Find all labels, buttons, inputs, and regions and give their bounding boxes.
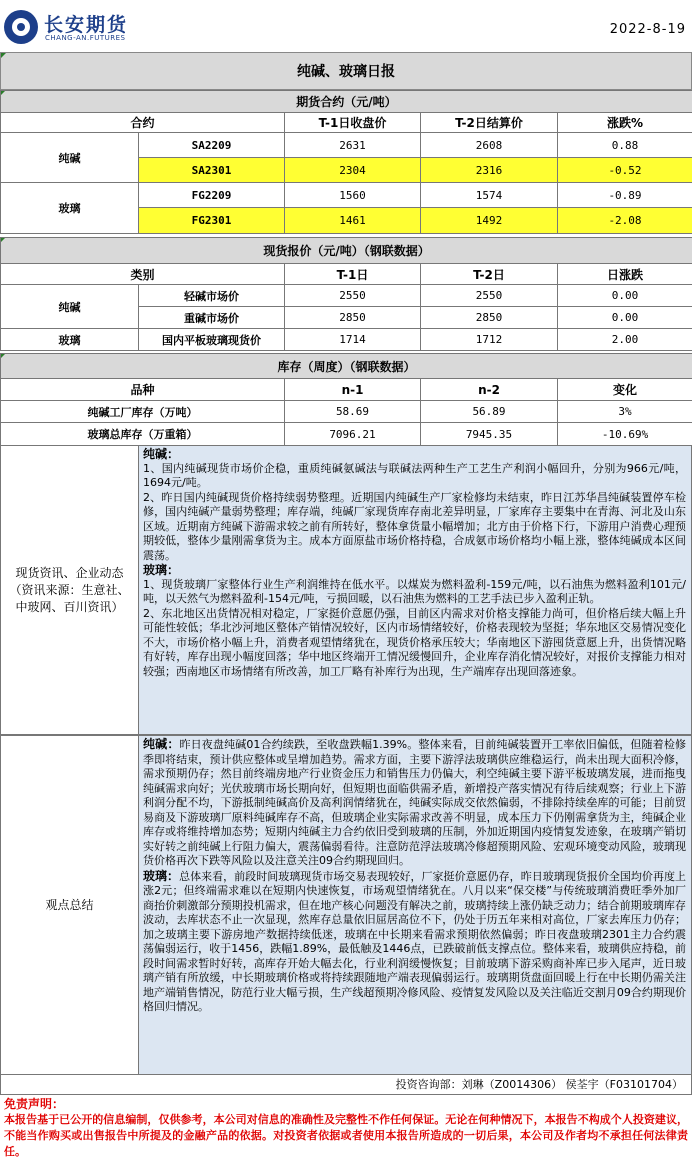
futures-section-title: 期货合约（元/吨） bbox=[1, 91, 692, 113]
t2-price: 2850 bbox=[421, 307, 558, 329]
spot-section-title: 现货报价（元/吨）（钢联数据） bbox=[1, 238, 692, 264]
spot-table bbox=[0, 237, 692, 351]
analyst-credit: 投资咨询部：刘琳（Z0014306） 侯荃宇（F03101704） bbox=[0, 1075, 692, 1095]
close-price: 2304 bbox=[285, 158, 421, 183]
views-content bbox=[139, 736, 691, 1074]
inventory-item: 玻璃总库存（万重箱） bbox=[1, 423, 285, 446]
contract-code: SA2301 bbox=[139, 158, 285, 183]
table-row bbox=[1, 329, 692, 351]
col-header-close: T-1日收盘价 bbox=[285, 113, 421, 133]
col-header-settle: T-2日结算价 bbox=[421, 113, 558, 133]
inventory-n1: 58.69 bbox=[285, 401, 421, 423]
close-price: 1461 bbox=[285, 208, 421, 234]
t1-price: 2550 bbox=[285, 285, 421, 307]
group-label-soda: 纯碱 bbox=[1, 285, 139, 329]
news-soda-item: 2、昨日国内纯碱现货价格持续弱势整理。近期国内纯碱生产厂家检修均未结束，昨日江苏华昌纯碱装置停车检修，国内纯碱产量弱势整理；库存端，纯碱厂家现货库存南北差异明显，厂家库存主要集中在青海、河北及山东区域。近期南方纯碱下游需求较之前有所转好，整体拿货量小幅增加；北方由于价格下行，下游用户消费心理预期较低，整体少量刚需拿货为主。成本方面原盐市场价格持稳，合成氨市场价格均小幅上涨，整体纯碱成本区间震荡。 bbox=[143, 490, 686, 562]
disclaimer-title: 免责声明： bbox=[4, 1097, 65, 1111]
logo-english-name: CHANG-AN.FUTURES bbox=[45, 34, 126, 42]
table-row bbox=[1, 423, 692, 446]
report-title-text: 纯碱、玻璃日报 bbox=[297, 64, 395, 80]
change-pct: 0.88 bbox=[558, 133, 692, 158]
inventory-change: 3% bbox=[558, 401, 692, 423]
close-price: 1560 bbox=[285, 183, 421, 208]
col-header-n2: n-2 bbox=[421, 379, 558, 401]
contract-code: SA2209 bbox=[139, 133, 285, 158]
views-block bbox=[0, 735, 692, 1075]
spot-item: 轻碱市场价 bbox=[139, 285, 285, 307]
company-logo bbox=[4, 8, 134, 46]
daily-change: 0.00 bbox=[558, 285, 692, 307]
col-header-variety: 品种 bbox=[1, 379, 285, 401]
table-row bbox=[1, 183, 692, 208]
table-row bbox=[1, 133, 692, 158]
settle-price: 2316 bbox=[421, 158, 558, 183]
close-price: 2631 bbox=[285, 133, 421, 158]
col-header-daily-change: 日涨跌 bbox=[558, 264, 692, 285]
change-pct: -0.89 bbox=[558, 183, 692, 208]
t2-price: 1712 bbox=[421, 329, 558, 351]
contract-code: FG2209 bbox=[139, 183, 285, 208]
change-pct: -0.52 bbox=[558, 158, 692, 183]
report-title bbox=[0, 52, 692, 90]
cell-marker-icon bbox=[1, 91, 5, 95]
col-header-inv-change: 变化 bbox=[558, 379, 692, 401]
inventory-section-title: 库存（周度）（钢联数据） bbox=[1, 354, 692, 379]
report-header bbox=[0, 0, 692, 52]
change-pct: -2.08 bbox=[558, 208, 692, 234]
news-label-line: 现货资讯、企业动态 bbox=[15, 565, 124, 580]
spot-item: 国内平板玻璃现货价 bbox=[139, 329, 285, 351]
col-header-contract: 合约 bbox=[1, 113, 285, 133]
news-glass-item: 2、东北地区出货情况相对稳定，厂家挺价意愿仍强，目前区内需求对价格支撑能力尚可，但价格后续大幅上升可能性较低；华北沙河地区整体产销情况较好，区内市场情绪较好，价格表现较为坚挺；华东地区交易情况变化不大，市场价格小幅上升，消费者观望情绪犹在，现货价格承压较大；华南地区下游囤货意愿上升，出货情况略有好转，库存出现小幅度回落；华中地区终端开工情况缓慢回升，企业库存消化情况较好，对报价支撑能力相对较强；西南地区市场情绪有所改善，加工厂略有补库行为出现，生产端库存出现回落迹象。 bbox=[143, 606, 686, 678]
inventory-change: -10.69% bbox=[558, 423, 692, 446]
logo-emblem-icon bbox=[4, 10, 38, 44]
t1-price: 1714 bbox=[285, 329, 421, 351]
futures-table bbox=[0, 90, 692, 234]
col-header-category: 类别 bbox=[1, 264, 285, 285]
logo-chinese-name: 长安期货 bbox=[44, 14, 129, 36]
col-header-change: 涨跌% bbox=[558, 113, 692, 133]
spot-item: 重碱市场价 bbox=[139, 307, 285, 329]
views-soda-heading: 纯碱： bbox=[143, 737, 180, 751]
views-soda-text: 昨日夜盘纯碱01合约续跌，至收盘跌幅1.39%。整体来看，目前纯碱装置开工率依旧偏低，但随着检修季即将结束，预计供应整体或呈增加趋势。需求方面，主要下游浮法玻璃供应维稳运行，尚未出现大面积冷修，需求预期仍存；然目前终端房地产行业资金压力和销售压力仍偏大，利空纯碱主要下游平板玻璃发展，进而拖曳纯碱需求向好；光伏玻璃市场长期向好，但短期也面临供需矛盾，新增投产落实情况有待后续观察；行业上下游利润分配不均，下游抵制纯碱高价及高利润情绪犹在，纯碱实际成交依然偏弱，不排除持续垒库的可能；目前贸易商及下游玻璃厂原料纯碱库存不高，但玻璃企业实际需求改善不明显，成本压力下仍刚需拿货为主，纯碱企业库存或将维持增加态势；短期内纯碱主力合约依旧受到玻璃的压制，外加近期国内疫情复发迹象，在玻璃产销切实好转之前纯碱上行阻力偏大，震荡偏弱看待。注意防范浮法玻璃冷修超预期风险、宏观环境变动风险，玻璃现货价格再次下跌等风险以及注意关注09合约期现回归。 bbox=[143, 738, 686, 867]
cell-marker-icon bbox=[1, 53, 6, 58]
col-header-n1: n-1 bbox=[285, 379, 421, 401]
col-header-t2: T-2日 bbox=[421, 264, 558, 285]
inventory-table bbox=[0, 353, 692, 446]
views-label: 观点总结 bbox=[1, 736, 139, 1074]
disclaimer bbox=[0, 1095, 692, 1164]
contract-code: FG2301 bbox=[139, 208, 285, 234]
group-label-glass: 玻璃 bbox=[1, 183, 139, 234]
news-label-line: （资讯来源：生意社、 bbox=[9, 582, 130, 597]
col-header-t1: T-1日 bbox=[285, 264, 421, 285]
t2-price: 2550 bbox=[421, 285, 558, 307]
disclaimer-text: 本报告基于已公开的信息编制，仅供参考，本公司对信息的准确性及完整性不作任何保证。无论在何种情况下，本报告不构成个人投资建议，不能当作购买或出售报告中所提及的金融产品的依据。对投资者依据或者使用本报告所造成的一切后果，本公司及作者均不承担任何法律责任。 bbox=[4, 1113, 688, 1158]
cell-marker-icon bbox=[1, 238, 5, 242]
inventory-n2: 7945.35 bbox=[421, 423, 558, 446]
inventory-n1: 7096.21 bbox=[285, 423, 421, 446]
daily-change: 2.00 bbox=[558, 329, 692, 351]
inventory-item: 纯碱工厂库存（万吨） bbox=[1, 401, 285, 423]
settle-price: 1492 bbox=[421, 208, 558, 234]
news-glass-heading: 玻璃： bbox=[143, 563, 180, 577]
t1-price: 2850 bbox=[285, 307, 421, 329]
cell-marker-icon bbox=[1, 354, 5, 358]
settle-price: 2608 bbox=[421, 133, 558, 158]
news-label-line: 中玻网、百川资讯） bbox=[15, 599, 124, 614]
report-date: 2022-8-19 bbox=[609, 22, 686, 37]
group-label-soda: 纯碱 bbox=[1, 133, 139, 183]
inventory-n2: 56.89 bbox=[421, 401, 558, 423]
news-label bbox=[1, 446, 139, 734]
news-soda-item: 1、国内纯碱现货市场价企稳，重质纯碱氨碱法与联碱法两种生产工艺生产利润小幅回升，分别为966元/吨，1694元/吨。 bbox=[143, 461, 686, 489]
settle-price: 1574 bbox=[421, 183, 558, 208]
news-soda-heading: 纯碱： bbox=[143, 447, 180, 461]
daily-change: 0.00 bbox=[558, 307, 692, 329]
views-glass-heading: 玻璃： bbox=[143, 868, 180, 883]
table-row bbox=[1, 285, 692, 307]
news-block bbox=[0, 445, 692, 735]
views-glass-text: 总体来看，前段时间玻璃现货市场交易表现较好，厂家挺价意愿仍存，昨日玻璃现货报价全国均价再度上涨2元；但终端需求难以在短期内快速恢复，市场观望情绪犹在。八月以来“保交楼”与传统玻璃消费旺季外加厂商抬价刺激部分预期投机需求，但在地产核心问题没有解决之前，玻璃持续上涨仍缺乏动力；结合前期玻璃库存波动，去库状态不止一次显现，然库存总量依旧屈居高位不下，仍处于历五年来相对高位，厂家去库压力仍存；加之玻璃主要下游房地产数据持续低迷，玻璃在中长期来看需求预期依然偏弱；昨日夜盘玻璃2301主力合约震荡偏弱运行，收于1456，跌幅1.89%，最低触及1446点，已跌破前低支撑点位。整体来看，玻璃供应持稳，前段时间需求暂时好转，高库存开始大幅去化，行业利润缓慢恢复；目前玻璃下游采购商补库已步入尾声，近日玻璃产销有所放缓，中长期玻璃价格或将持续跟随地产端表现偏弱运行。玻璃期货盘面回暖上行在中长期仍需关注地产端销售情况，防范行业大幅亏损，生产线超预期冷修风险、疫情复发风险以及关注临近交割月09合约期现价格回归情况。 bbox=[143, 869, 686, 1013]
news-content bbox=[139, 446, 691, 734]
news-glass-item: 1、现货玻璃厂家整体行业生产利润维持在低水平。以煤炭为燃料盈利-159元/吨，以石油焦为燃料盈利101元/吨，以天然气为燃料盈利-154元/吨，亏损回暖，以石油焦为燃料的工艺手法已步入盈利正轨。 bbox=[143, 577, 686, 605]
group-label-glass: 玻璃 bbox=[1, 329, 139, 351]
table-row bbox=[1, 401, 692, 423]
